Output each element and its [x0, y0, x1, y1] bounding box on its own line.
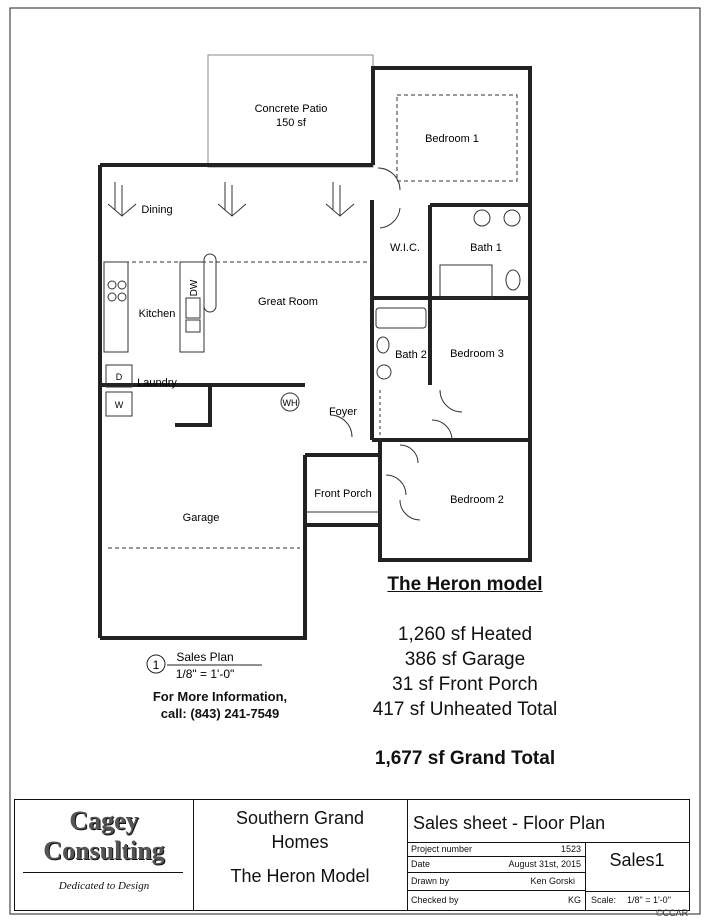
- checked-value: KG: [567, 895, 581, 905]
- project-label: Project number: [411, 844, 473, 854]
- company-line1: Southern Grand: [235, 808, 365, 828]
- patio-area: 150 sf: [276, 117, 306, 129]
- dining-label: Dining: [141, 204, 173, 216]
- garage-label: Garage: [182, 512, 220, 524]
- bath1-label: Bath 1: [470, 242, 502, 254]
- wic-label: W.I.C.: [390, 242, 420, 254]
- garage-area: 386 sf Garage: [404, 649, 526, 670]
- laundry-label: Laundry: [137, 377, 177, 389]
- foyer-label: Foyer: [328, 406, 358, 418]
- checked-label: Checked by: [411, 895, 459, 905]
- front-porch-label: Front Porch: [314, 488, 372, 500]
- logo-line2: Consulting: [43, 836, 165, 865]
- company-line2: Homes: [271, 832, 329, 852]
- bath2-label: Bath 2: [395, 349, 427, 361]
- dryer-label: D: [115, 372, 123, 382]
- contact-line1: For More Information,: [152, 689, 288, 704]
- drawn-value: Ken Gorski: [530, 876, 575, 886]
- project-row: [407, 842, 585, 857]
- washer-label: W: [114, 400, 124, 410]
- company-cell: [193, 800, 408, 910]
- tagline: Dedicated to Design: [58, 880, 150, 892]
- drawn-label: Drawn by: [411, 876, 450, 886]
- checked-row: [407, 891, 585, 910]
- scale-rule: [585, 891, 689, 892]
- dw-label: DW: [189, 279, 200, 297]
- plan-scale: 1/8" = 1'-0": [175, 667, 235, 681]
- logo-rule: [23, 872, 183, 873]
- unheated-area: 417 sf Unheated Total: [372, 699, 558, 720]
- bedroom2-label: Bedroom 2: [450, 494, 504, 506]
- kitchen-label: Kitchen: [138, 308, 176, 320]
- drawn-row: [407, 873, 585, 891]
- date-label: Date: [411, 859, 431, 869]
- scale-label: Scale:: [591, 895, 617, 905]
- logo-line1: Cagey: [69, 806, 139, 835]
- scale-value: 1/8" = 1'-0": [627, 895, 671, 905]
- date-row: [407, 857, 585, 873]
- heated-area: 1,260 sf Heated: [397, 624, 533, 645]
- wh-label: WH: [282, 398, 298, 408]
- contact-line2: call: (843) 241-7549: [160, 706, 280, 721]
- info-grid: [407, 842, 586, 910]
- date-value: August 31st, 2015: [508, 859, 581, 869]
- logo-cell: [15, 800, 194, 910]
- sheet-cell: [407, 800, 689, 910]
- plan-number: 1: [152, 658, 160, 672]
- watermark: ©CCAR: [656, 908, 689, 918]
- porch-area: 31 sf Front Porch: [392, 674, 538, 695]
- bedroom1-label: Bedroom 1: [425, 133, 479, 145]
- patio-label: Concrete Patio: [254, 103, 328, 115]
- title-block: [14, 799, 690, 911]
- model-title: The Heron model: [387, 574, 543, 595]
- model-name: The Heron Model: [230, 866, 370, 886]
- bedroom3-label: Bedroom 3: [450, 348, 504, 360]
- sheet-id: Sales1: [609, 850, 665, 870]
- grand-total: 1,677 sf Grand Total: [374, 748, 556, 769]
- sheet-title: Sales sheet - Floor Plan: [413, 813, 606, 833]
- great-room-label: Great Room: [258, 296, 318, 308]
- project-value: 1523: [560, 844, 581, 854]
- plan-title: Sales Plan: [176, 650, 234, 664]
